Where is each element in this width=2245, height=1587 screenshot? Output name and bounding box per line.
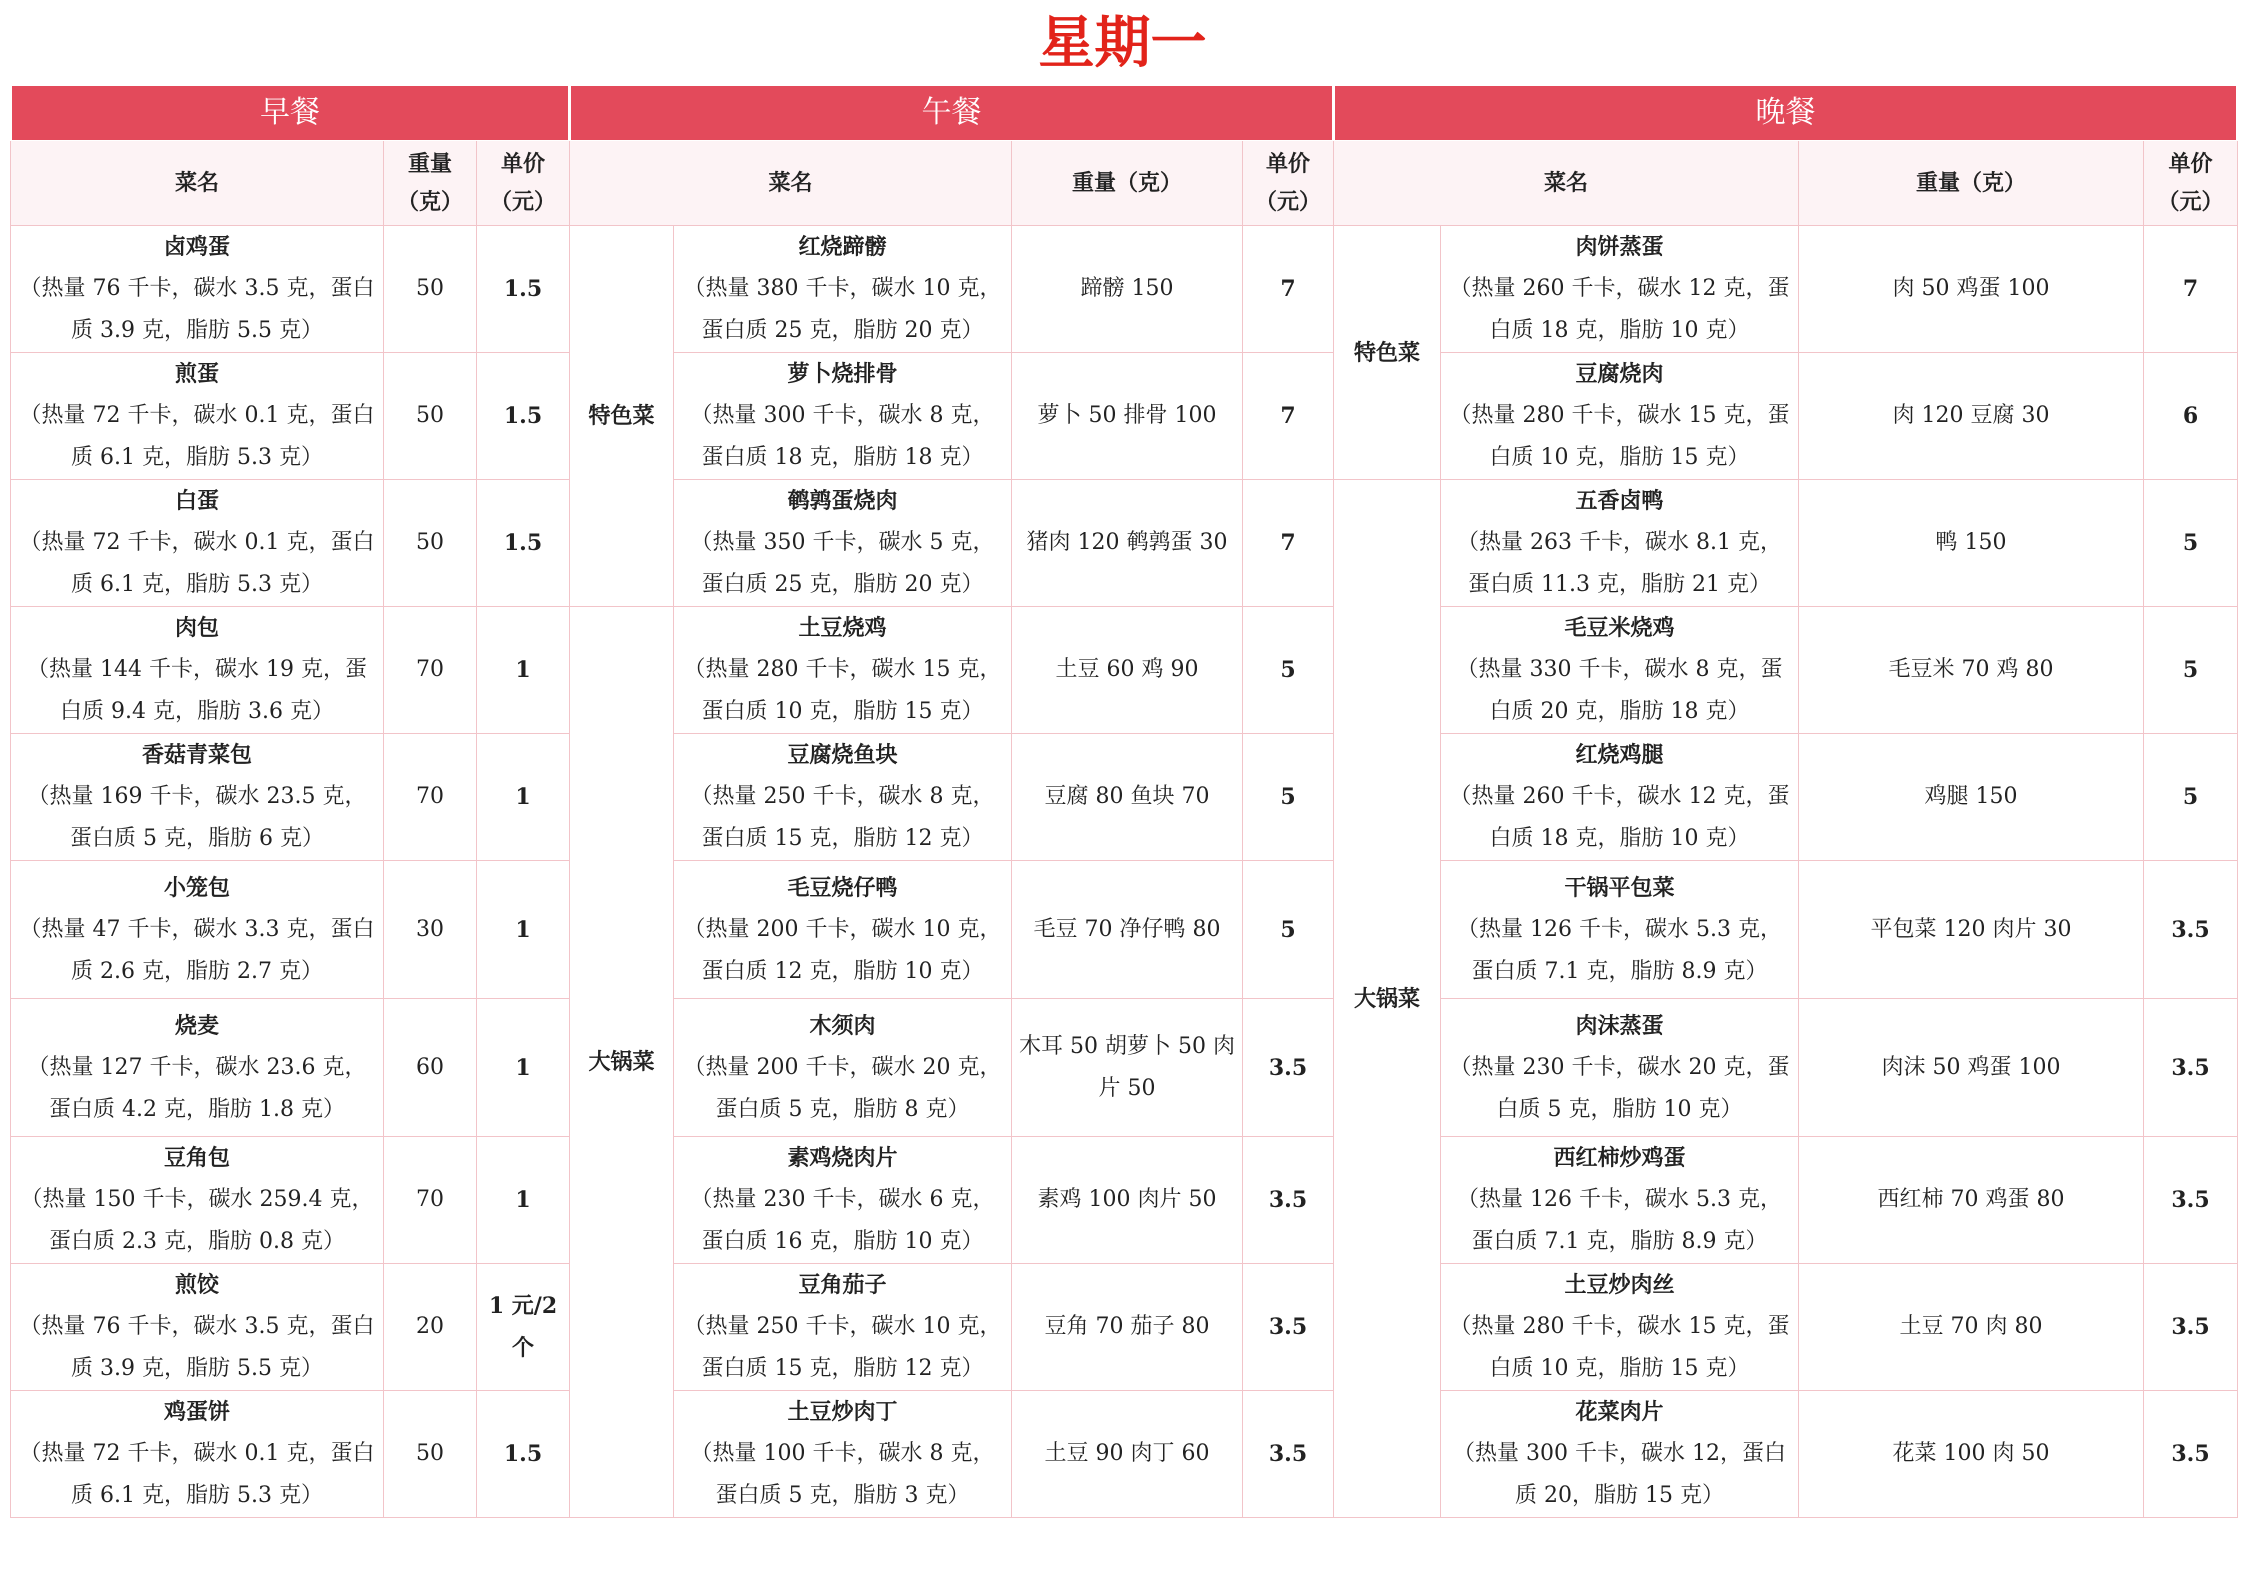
breakfast-dish-cell xyxy=(11,1391,384,1518)
nutrition-info: （热量 150 千卡，碳水 259.4 克，蛋白质 2.3 克，脂肪 0.8 克） xyxy=(20,1187,374,1254)
nutrition-info: （热量 280 千卡，碳水 15 克，蛋白质 10 克，脂肪 15 克） xyxy=(1449,1314,1790,1381)
dish-name: 豆腐烧肉 xyxy=(1575,361,1664,387)
nutrition-info: （热量 144 千卡，碳水 19 克，蛋白质 9.4 克，脂肪 3.6 克） xyxy=(27,657,367,724)
lunch-weight-cell: 土豆 90 肉丁 60 xyxy=(1012,1391,1243,1518)
menu-body xyxy=(11,226,2238,1518)
dinner-dish-cell xyxy=(1441,1264,1799,1391)
nutrition-info: （热量 200 千卡，碳水 20 克，蛋白质 5 克，脂肪 8 克） xyxy=(683,1054,1002,1122)
table-row xyxy=(11,861,2238,999)
dinner-category-cell: 大锅菜 xyxy=(1334,480,1441,1518)
breakfast-dish-cell xyxy=(11,1264,384,1391)
lunch-dish-cell xyxy=(674,480,1012,607)
nutrition-info: （热量 260 千卡，碳水 12 克，蛋白质 18 克，脂肪 10 克） xyxy=(1449,784,1790,851)
nutrition-info: （热量 72 千卡，碳水 0.1 克，蛋白质 6.1 克，脂肪 5.3 克） xyxy=(19,530,375,597)
breakfast-weight-cell: 60 xyxy=(384,999,477,1137)
breakfast-dish-header: 菜名 xyxy=(11,141,384,226)
dish-name: 烧麦 xyxy=(174,1012,219,1039)
nutrition-info: （热量 350 千卡，碳水 5 克，蛋白质 25 克，脂肪 20 克） xyxy=(690,530,995,597)
nutrition-info: （热量 100 千卡，碳水 8 克，蛋白质 5 克，脂肪 3 克） xyxy=(690,1441,995,1508)
dinner-weight-cell: 西红柿 70 鸡蛋 80 xyxy=(1799,1137,2144,1264)
breakfast-price-cell: 1 xyxy=(477,861,570,999)
breakfast-weight-cell: 50 xyxy=(384,226,477,353)
breakfast-price-cell: 1.5 xyxy=(477,226,570,353)
dish-name: 香菇青菜包 xyxy=(141,742,252,768)
nutrition-info: （热量 300 千卡，碳水 8 克，蛋白质 18 克，脂肪 18 克） xyxy=(690,403,995,470)
dinner-price-cell: 3.5 xyxy=(2144,1137,2238,1264)
lunch-price-cell: 5 xyxy=(1243,607,1334,734)
dinner-dish-cell xyxy=(1441,734,1799,861)
breakfast-dish-cell xyxy=(11,999,384,1137)
lunch-dish-cell xyxy=(674,999,1012,1137)
lunch-price-header: 单价（元） xyxy=(1243,141,1334,226)
breakfast-price-cell: 1 xyxy=(477,734,570,861)
breakfast-header: 早餐 xyxy=(11,86,570,141)
dish-name: 土豆烧鸡 xyxy=(798,615,887,641)
dinner-price-header: 单价（元） xyxy=(2144,141,2238,226)
breakfast-dish-cell xyxy=(11,861,384,999)
breakfast-weight-cell: 30 xyxy=(384,861,477,999)
lunch-price-cell: 7 xyxy=(1243,480,1334,607)
nutrition-info: （热量 200 千卡，碳水 10 克，蛋白质 12 克，脂肪 10 克） xyxy=(683,916,1002,984)
nutrition-info: （热量 169 千卡，碳水 23.5 克，蛋白质 5 克，脂肪 6 克） xyxy=(27,784,367,851)
nutrition-info: （热量 263 千卡，碳水 8.1 克，蛋白质 11.3 克，脂肪 21 克） xyxy=(1457,530,1782,597)
breakfast-dish-cell xyxy=(11,1137,384,1264)
breakfast-dish-cell xyxy=(11,607,384,734)
table-row xyxy=(11,226,2238,353)
dish-name: 鹌鹑蛋烧肉 xyxy=(787,488,898,514)
dish-name: 五香卤鸭 xyxy=(1575,488,1664,514)
breakfast-price-cell: 1.5 xyxy=(477,480,570,607)
lunch-weight-cell: 豆腐 80 鱼块 70 xyxy=(1012,734,1243,861)
dish-name: 豆腐烧鱼块 xyxy=(787,742,898,768)
lunch-weight-header: 重量（克） xyxy=(1012,141,1243,226)
breakfast-price-cell: 1.5 xyxy=(477,1391,570,1518)
breakfast-weight-cell: 20 xyxy=(384,1264,477,1391)
nutrition-info: （热量 250 千卡，碳水 10 克，蛋白质 15 克，脂肪 12 克） xyxy=(683,1314,1002,1381)
table-row xyxy=(11,1391,2238,1518)
breakfast-price-cell: 1 xyxy=(477,1137,570,1264)
dinner-weight-cell: 平包菜 120 肉片 30 xyxy=(1799,861,2144,999)
table-row xyxy=(11,480,2238,607)
dish-name: 毛豆米烧鸡 xyxy=(1564,615,1675,641)
nutrition-info: （热量 230 千卡，碳水 6 克，蛋白质 16 克，脂肪 10 克） xyxy=(690,1187,995,1254)
nutrition-info: （热量 72 千卡，碳水 0.1 克，蛋白质 6.1 克，脂肪 5.3 克） xyxy=(19,403,375,470)
breakfast-dish-cell xyxy=(11,353,384,480)
dish-name: 素鸡烧肉片 xyxy=(787,1145,898,1171)
meal-header-row xyxy=(11,86,2238,141)
nutrition-info: （热量 76 千卡，碳水 3.5 克，蛋白质 3.9 克，脂肪 5.5 克） xyxy=(19,1314,375,1381)
dinner-dish-cell xyxy=(1441,480,1799,607)
dish-name: 萝卜烧排骨 xyxy=(787,361,898,387)
dish-name: 豆角茄子 xyxy=(798,1272,887,1298)
lunch-dish-cell xyxy=(674,861,1012,999)
breakfast-weight-cell: 50 xyxy=(384,353,477,480)
dish-name: 西红柿炒鸡蛋 xyxy=(1553,1145,1686,1171)
table-row xyxy=(11,353,2238,480)
lunch-category-cell: 特色菜 xyxy=(570,226,674,607)
dinner-weight-cell: 鸭 150 xyxy=(1799,480,2144,607)
table-row xyxy=(11,999,2238,1137)
breakfast-price-cell: 1 xyxy=(477,607,570,734)
lunch-dish-header: 菜名 xyxy=(570,141,1012,226)
dish-name: 红烧鸡腿 xyxy=(1575,742,1664,768)
dish-name: 红烧蹄髈 xyxy=(798,234,887,260)
dinner-dish-cell xyxy=(1441,861,1799,999)
dish-name: 肉沫蒸蛋 xyxy=(1575,1012,1664,1039)
dish-name: 白蛋 xyxy=(174,488,219,514)
lunch-price-cell: 3.5 xyxy=(1243,999,1334,1137)
lunch-dish-cell xyxy=(674,1391,1012,1518)
breakfast-price-cell: 1 xyxy=(477,999,570,1137)
breakfast-price-header: 单价（元） xyxy=(477,141,570,226)
lunch-header: 午餐 xyxy=(570,86,1334,141)
breakfast-price-cell: 1 元/2 个 xyxy=(477,1264,570,1391)
table-row xyxy=(11,1137,2238,1264)
nutrition-info: （热量 300 千卡，碳水 12，蛋白质 20，脂肪 15 克） xyxy=(1453,1441,1786,1508)
breakfast-dish-cell xyxy=(11,226,384,353)
dinner-price-cell: 7 xyxy=(2144,226,2238,353)
dish-name: 煎蛋 xyxy=(174,361,219,387)
dinner-weight-cell: 肉 120 豆腐 30 xyxy=(1799,353,2144,480)
dinner-weight-cell: 土豆 70 肉 80 xyxy=(1799,1264,2144,1391)
table-row xyxy=(11,1264,2238,1391)
nutrition-info: （热量 47 千卡，碳水 3.3 克，蛋白质 2.6 克，脂肪 2.7 克） xyxy=(19,916,375,984)
lunch-price-cell: 5 xyxy=(1243,734,1334,861)
breakfast-weight-cell: 50 xyxy=(384,1391,477,1518)
dinner-price-cell: 5 xyxy=(2144,734,2238,861)
table-row xyxy=(11,734,2238,861)
dish-name: 煎饺 xyxy=(174,1272,219,1298)
page-title: 星期一 xyxy=(1038,11,1207,76)
lunch-dish-cell xyxy=(674,1264,1012,1391)
dish-name: 木须肉 xyxy=(809,1012,876,1039)
nutrition-info: （热量 260 千卡，碳水 12 克，蛋白质 18 克，脂肪 10 克） xyxy=(1449,276,1790,343)
lunch-weight-cell: 猪肉 120 鹌鹑蛋 30 xyxy=(1012,480,1243,607)
lunch-price-cell: 3.5 xyxy=(1243,1264,1334,1391)
lunch-weight-cell: 豆角 70 茄子 80 xyxy=(1012,1264,1243,1391)
dinner-dish-cell xyxy=(1441,999,1799,1137)
dinner-weight-header: 重量（克） xyxy=(1799,141,2144,226)
dinner-dish-cell xyxy=(1441,353,1799,480)
dish-name: 毛豆烧仔鸭 xyxy=(787,874,898,901)
lunch-category-cell: 大锅菜 xyxy=(570,607,674,1518)
lunch-price-cell: 7 xyxy=(1243,226,1334,353)
lunch-dish-cell xyxy=(674,607,1012,734)
breakfast-weight-cell: 70 xyxy=(384,1137,477,1264)
breakfast-weight-header: 重量（克） xyxy=(384,141,477,226)
breakfast-weight-cell: 70 xyxy=(384,734,477,861)
nutrition-info: （热量 126 千卡，碳水 5.3 克，蛋白质 7.1 克，脂肪 8.9 克） xyxy=(1457,1187,1782,1254)
lunch-weight-cell: 土豆 60 鸡 90 xyxy=(1012,607,1243,734)
nutrition-info: （热量 127 千卡，碳水 23.6 克，蛋白质 4.2 克，脂肪 1.8 克） xyxy=(27,1054,367,1122)
dish-name: 肉包 xyxy=(174,615,219,641)
dinner-dish-cell xyxy=(1441,1137,1799,1264)
nutrition-info: （热量 72 千卡，碳水 0.1 克，蛋白质 6.1 克，脂肪 5.3 克） xyxy=(19,1441,375,1508)
dinner-dish-header: 菜名 xyxy=(1334,141,1799,226)
nutrition-info: （热量 76 千卡，碳水 3.5 克，蛋白质 3.9 克，脂肪 5.5 克） xyxy=(19,276,375,343)
nutrition-info: （热量 250 千卡，碳水 8 克，蛋白质 15 克，脂肪 12 克） xyxy=(690,784,995,851)
lunch-weight-cell: 素鸡 100 肉片 50 xyxy=(1012,1137,1243,1264)
dinner-price-cell: 3.5 xyxy=(2144,999,2238,1137)
lunch-price-cell: 5 xyxy=(1243,861,1334,999)
nutrition-info: （热量 280 千卡，碳水 15 克，蛋白质 10 克，脂肪 15 克） xyxy=(683,657,1002,724)
dinner-weight-cell: 肉沫 50 鸡蛋 100 xyxy=(1799,999,2144,1137)
lunch-price-cell: 7 xyxy=(1243,353,1334,480)
dish-name: 小笼包 xyxy=(163,874,230,901)
breakfast-weight-cell: 70 xyxy=(384,607,477,734)
lunch-weight-cell: 毛豆 70 净仔鸭 80 xyxy=(1012,861,1243,999)
lunch-dish-cell xyxy=(674,734,1012,861)
breakfast-dish-cell xyxy=(11,480,384,607)
dinner-weight-cell: 毛豆米 70 鸡 80 xyxy=(1799,607,2144,734)
dish-name: 花菜肉片 xyxy=(1575,1399,1664,1425)
lunch-dish-cell xyxy=(674,1137,1012,1264)
dinner-price-cell: 5 xyxy=(2144,480,2238,607)
dish-name: 干锅平包菜 xyxy=(1564,874,1675,901)
dinner-price-cell: 5 xyxy=(2144,607,2238,734)
lunch-dish-cell xyxy=(674,226,1012,353)
dish-name: 豆角包 xyxy=(163,1145,230,1171)
dinner-dish-cell xyxy=(1441,226,1799,353)
nutrition-info: （热量 380 千卡，碳水 10 克，蛋白质 25 克，脂肪 20 克） xyxy=(683,276,1002,343)
dinner-dish-cell xyxy=(1441,1391,1799,1518)
dinner-price-cell: 6 xyxy=(2144,353,2238,480)
dinner-price-cell: 3.5 xyxy=(2144,1391,2238,1518)
dinner-category-cell: 特色菜 xyxy=(1334,226,1441,480)
breakfast-price-cell: 1.5 xyxy=(477,353,570,480)
lunch-weight-cell: 木耳 50 胡萝卜 50 肉片 50 xyxy=(1012,999,1243,1137)
breakfast-weight-cell: 50 xyxy=(384,480,477,607)
dish-name: 土豆炒肉丝 xyxy=(1564,1272,1675,1298)
lunch-price-cell: 3.5 xyxy=(1243,1391,1334,1518)
dinner-dish-cell xyxy=(1441,607,1799,734)
lunch-weight-cell: 萝卜 50 排骨 100 xyxy=(1012,353,1243,480)
dinner-weight-cell: 肉 50 鸡蛋 100 xyxy=(1799,226,2144,353)
lunch-price-cell: 3.5 xyxy=(1243,1137,1334,1264)
dish-name: 鸡蛋饼 xyxy=(163,1399,230,1425)
column-header-row xyxy=(11,141,2238,226)
nutrition-info: （热量 280 千卡，碳水 15 克，蛋白质 10 克，脂肪 15 克） xyxy=(1449,403,1790,470)
lunch-weight-cell: 蹄髈 150 xyxy=(1012,226,1243,353)
dish-name: 卤鸡蛋 xyxy=(163,234,230,260)
dish-name: 肉饼蒸蛋 xyxy=(1575,234,1664,260)
dinner-header: 晚餐 xyxy=(1334,86,2238,141)
nutrition-info: （热量 126 千卡，碳水 5.3 克，蛋白质 7.1 克，脂肪 8.9 克） xyxy=(1457,916,1782,984)
table-row xyxy=(11,607,2238,734)
breakfast-dish-cell xyxy=(11,734,384,861)
dinner-price-cell: 3.5 xyxy=(2144,1264,2238,1391)
dinner-weight-cell: 花菜 100 肉 50 xyxy=(1799,1391,2144,1518)
nutrition-info: （热量 330 千卡，碳水 8 克，蛋白质 20 克，脂肪 18 克） xyxy=(1456,657,1783,724)
nutrition-info: （热量 230 千卡，碳水 20 克，蛋白质 5 克，脂肪 10 克） xyxy=(1449,1054,1790,1122)
dinner-weight-cell: 鸡腿 150 xyxy=(1799,734,2144,861)
menu-table xyxy=(9,85,2239,1518)
lunch-dish-cell xyxy=(674,353,1012,480)
dinner-price-cell: 3.5 xyxy=(2144,861,2238,999)
dish-name: 土豆炒肉丁 xyxy=(787,1399,898,1425)
